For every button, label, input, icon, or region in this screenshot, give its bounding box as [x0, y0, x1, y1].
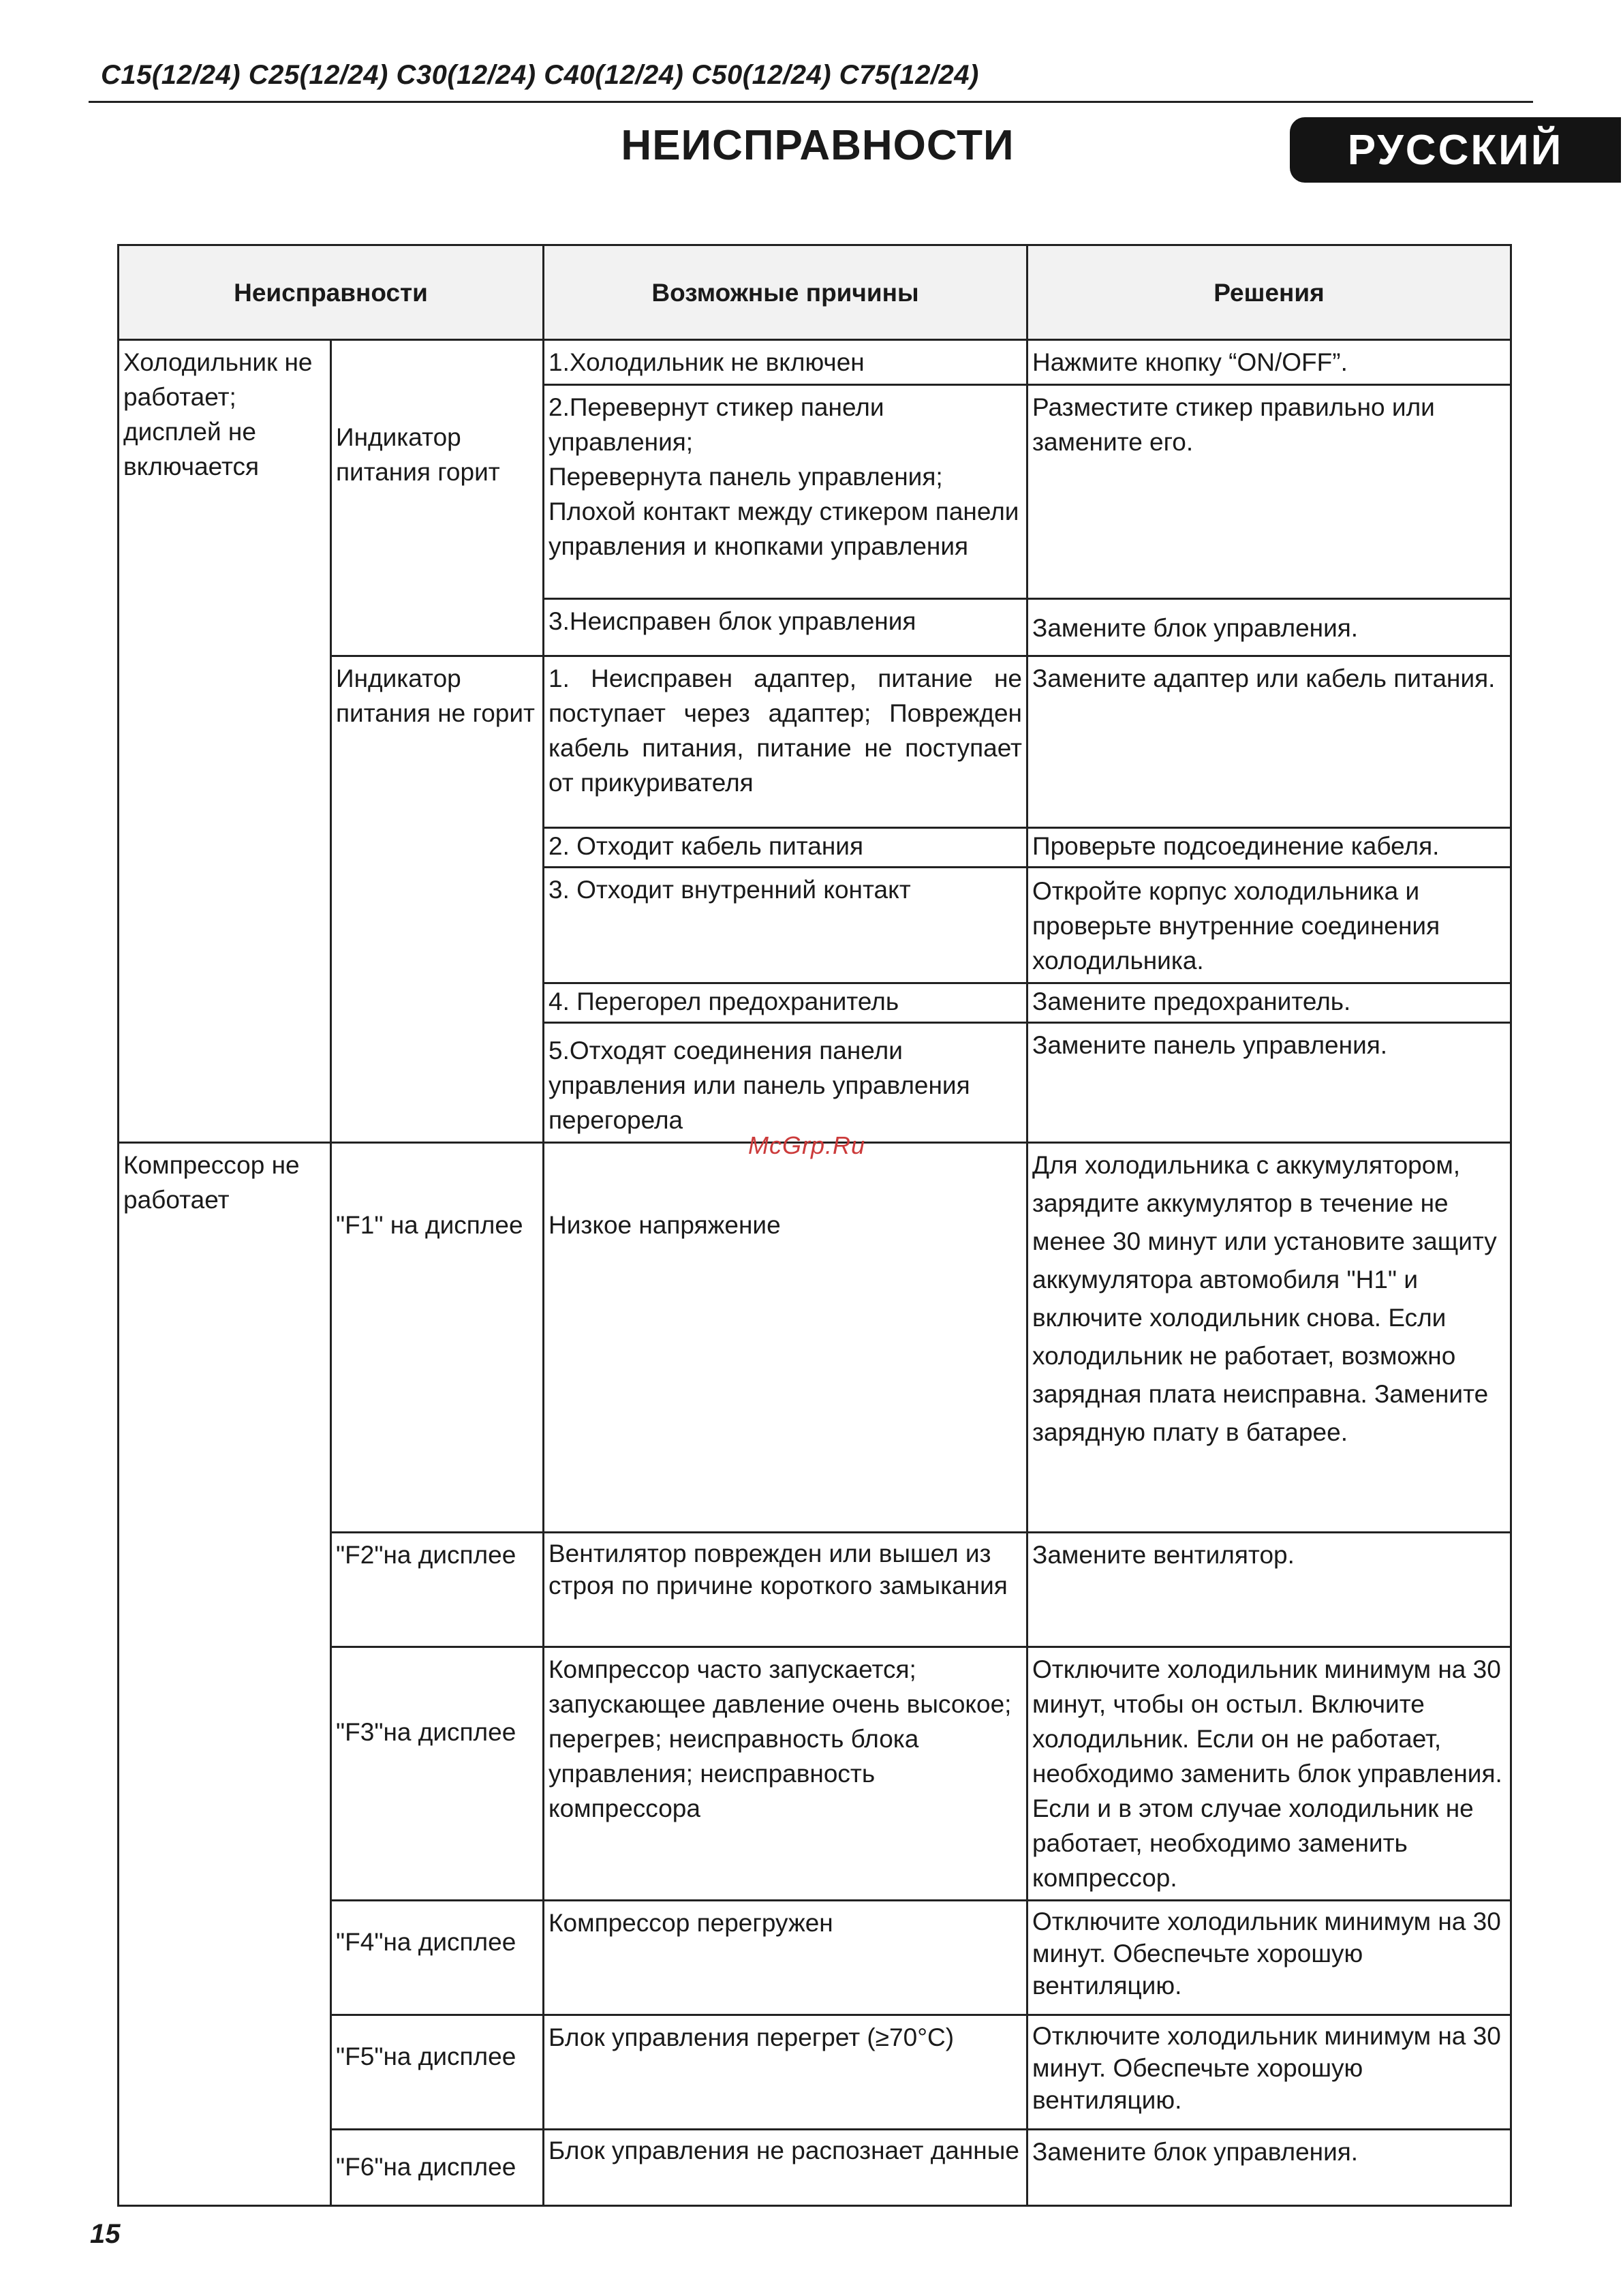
- table-row: [119, 340, 1511, 385]
- indicator-cell: Индикатор питания не горит: [331, 656, 544, 1143]
- solution-cell: Проверьте подсоединение кабеля.: [1027, 828, 1511, 868]
- cause-cell: 4. Перегорел предохранитель: [544, 983, 1027, 1023]
- cause-cell: Компрессор перегружен: [544, 1901, 1027, 2015]
- indicator-cell: "F5"на дисплее: [331, 2015, 544, 2130]
- cause-cell: 1. Неисправен адаптер, питание не поступает через адаптер; Поврежден кабель питания, питание не поступает от прикуривателя: [544, 656, 1027, 828]
- solution-cell: Отключите холодильник минимум на 30 минут, чтобы он остыл. Включите холодильник. Если он не работает, необходимо заменить блок управления. Если и в этом случае холодильник не работает, необходимо заменить компрессор.: [1027, 1647, 1511, 1901]
- model-list: C15(12/24) C25(12/24) C30(12/24) C40(12/24) C50(12/24) C75(12/24): [101, 60, 979, 90]
- cause-cell: 2.Перевернут стикер панели управления; Перевернута панель управления; Плохой контакт между стикером панели управления и кнопками управления: [544, 385, 1027, 599]
- cause-cell: Компрессор часто запускается; запускающее давление очень высокое; перегрев; неисправность блока управления; неисправность компрессора: [544, 1647, 1027, 1901]
- solution-cell: Замените вентилятор.: [1027, 1533, 1511, 1647]
- solution-cell: Замените блок управления.: [1027, 2130, 1511, 2206]
- indicator-cell: "F1" на дисплее: [331, 1143, 544, 1533]
- solution-cell: Замените предохранитель.: [1027, 983, 1511, 1023]
- page-number: 15: [90, 2219, 121, 2249]
- solution-cell: Замените панель управления.: [1027, 1023, 1511, 1143]
- cause-cell: Вентилятор поврежден или вышел из строя по причине короткого замыкания: [544, 1533, 1027, 1647]
- language-badge: РУССКИЙ: [1290, 117, 1621, 183]
- indicator-cell: "F4"на дисплее: [331, 1901, 544, 2015]
- table-row: [119, 1143, 1511, 1533]
- table-header-row: [119, 245, 1511, 340]
- header-causes: Возможные причины: [544, 245, 1027, 340]
- solution-cell: Разместите стикер правильно или замените его.: [1027, 385, 1511, 599]
- troubleshooting-table: [117, 244, 1512, 2207]
- header-divider: [89, 101, 1533, 103]
- solution-cell: Отключите холодильник минимум на 30 минут. Обеспечьте хорошую вентиляцию.: [1027, 2015, 1511, 2130]
- fault-cell: Компрессор не работает: [119, 1143, 331, 2206]
- indicator-cell: "F2"на дисплее: [331, 1533, 544, 1647]
- indicator-cell: Индикатор питания горит: [331, 340, 544, 656]
- page-title: НЕИСПРАВНОСТИ: [621, 122, 1015, 169]
- indicator-cell: "F6"на дисплее: [331, 2130, 544, 2206]
- solution-cell: Нажмите кнопку “ON/OFF”.: [1027, 340, 1511, 385]
- cause-cell: 3. Отходит внутренний контакт: [544, 868, 1027, 983]
- solution-cell: Откройте корпус холодильника и проверьте внутренние соединения холодильника.: [1027, 868, 1511, 983]
- solution-cell: Для холодильника с аккумулятором, зарядите аккумулятор в течение не менее 30 минут или установите защиту аккумулятора автомобиля "H1" и включите холодильник снова. Если холодильник не работает, возможно зарядная плата неисправна. Замените зарядную плату в батарее.: [1027, 1143, 1511, 1533]
- cause-cell: 3.Неисправен блок управления: [544, 599, 1027, 656]
- solution-cell: Замените адаптер или кабель питания.: [1027, 656, 1511, 828]
- cause-cell: 1.Холодильник не включен: [544, 340, 1027, 385]
- cause-cell: Блок управления не распознает данные: [544, 2130, 1027, 2206]
- watermark: McGrp.Ru: [748, 1131, 866, 1159]
- cause-cell: 5.Отходят соединения панели управления или панель управления перегорела: [544, 1023, 1027, 1143]
- cause-cell: Низкое напряжение: [544, 1143, 1027, 1533]
- solution-cell: Отключите холодильник минимум на 30 минут. Обеспечьте хорошую вентиляцию.: [1027, 1901, 1511, 2015]
- cause-cell: Блок управления перегрет (≥70°C): [544, 2015, 1027, 2130]
- fault-cell: Холодильник не работает; дисплей не включается: [119, 340, 331, 1143]
- cause-cell: 2. Отходит кабель питания: [544, 828, 1027, 868]
- header-solutions: Решения: [1027, 245, 1511, 340]
- solution-cell: Замените блок управления.: [1027, 599, 1511, 656]
- header-faults: Неисправности: [119, 245, 544, 340]
- indicator-cell: "F3"на дисплее: [331, 1647, 544, 1901]
